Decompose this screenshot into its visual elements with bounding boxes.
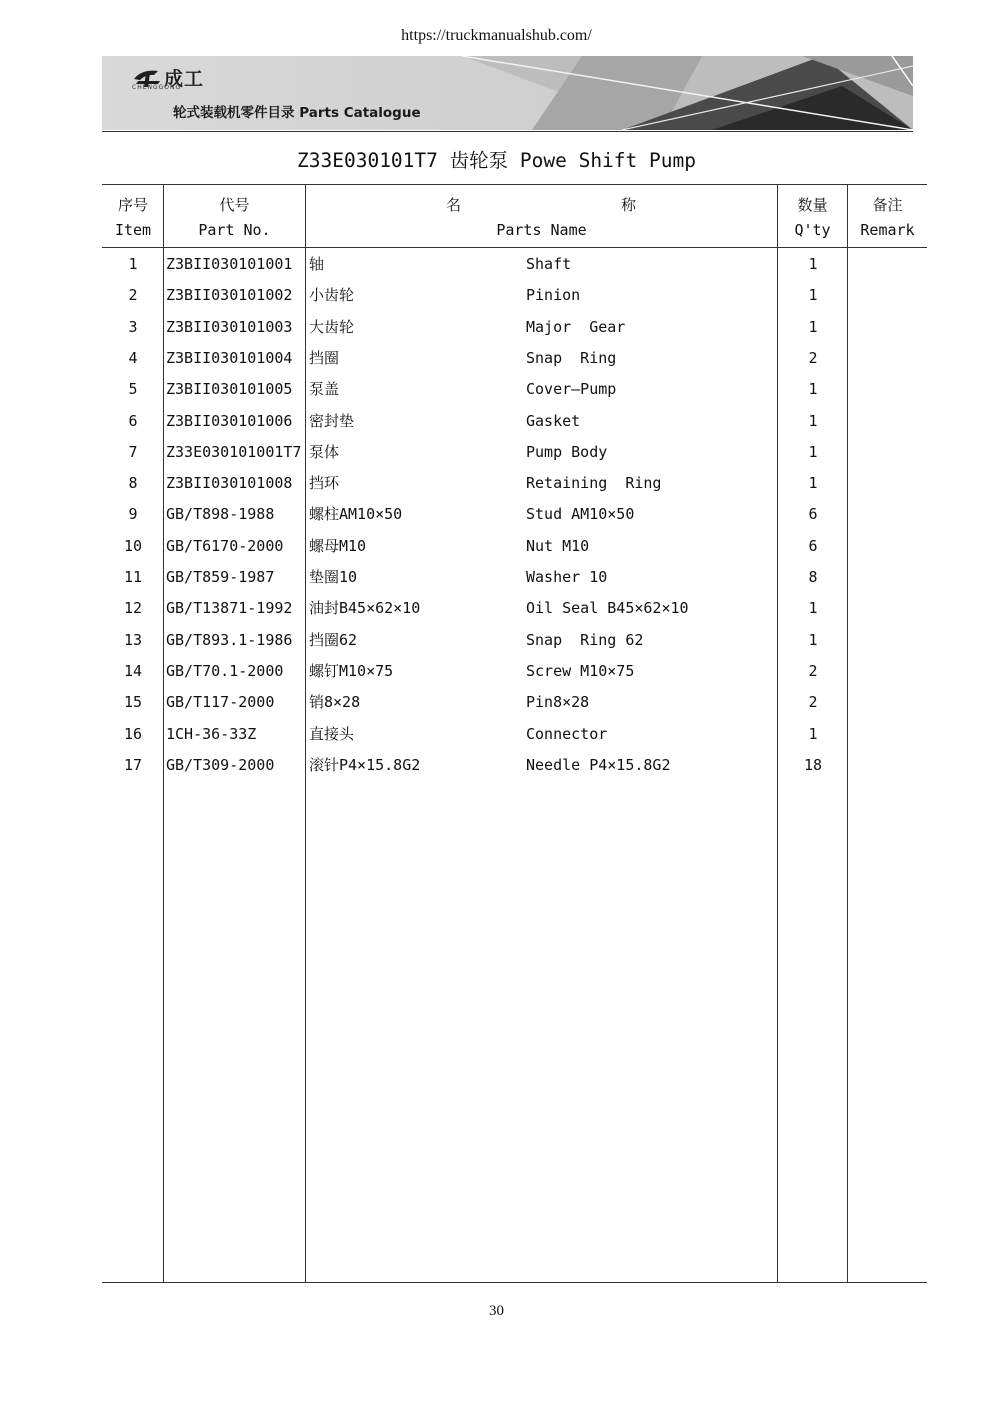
row-item: 12	[123, 599, 143, 617]
header-name-en: Parts Name	[496, 221, 587, 239]
row-qty: 6	[808, 505, 818, 523]
row-name-en: Retaining Ring	[526, 474, 662, 492]
row-name-cn: 挡圈	[309, 349, 340, 367]
catalogue-banner	[102, 56, 913, 130]
row-name-cn: 密封垫	[309, 412, 355, 430]
row-qty: 2	[808, 349, 818, 367]
row-part-no: GB/T117-2000	[166, 693, 275, 711]
row-item: 15	[123, 693, 143, 711]
row-qty: 2	[808, 693, 818, 711]
table-bottom-border	[102, 1282, 927, 1283]
header-qty-cn: 数量	[797, 196, 828, 214]
catalogue-label: 轮式装载机零件目录 Parts Catalogue	[173, 105, 421, 121]
row-name-en: Pump Body	[526, 443, 608, 461]
row-qty: 1	[808, 318, 818, 336]
row-item: 17	[123, 756, 143, 774]
row-qty: 1	[808, 725, 818, 743]
header-remark-cn: 备注	[872, 196, 903, 214]
row-name-cn: 挡圈62	[309, 631, 358, 649]
table-top-border	[102, 184, 927, 185]
row-part-no: GB/T859-1987	[166, 568, 275, 586]
row-item: 9	[128, 505, 138, 523]
row-name-en: Pin8×28	[526, 693, 590, 711]
row-part-no: Z3BII030101006	[166, 412, 293, 430]
row-name-cn: 大齿轮	[309, 318, 355, 336]
row-qty: 6	[808, 537, 818, 555]
row-part-no: Z33E030101001T7	[166, 443, 302, 461]
row-name-en: Needle P4×15.8G2	[526, 756, 671, 774]
row-item: 16	[123, 725, 143, 743]
row-name-en: Cover—Pump	[526, 380, 617, 398]
row-qty: 1	[808, 599, 818, 617]
row-name-en: Connector	[526, 725, 608, 743]
row-name-en: Nut M10	[526, 537, 590, 555]
row-item: 2	[128, 286, 138, 304]
header-item	[102, 193, 164, 243]
column-divider	[305, 184, 306, 1283]
row-name-en: Washer 10	[526, 568, 608, 586]
row-name-en: Gasket	[526, 412, 581, 430]
row-item: 13	[123, 631, 143, 649]
row-qty: 1	[808, 380, 818, 398]
row-part-no: Z3BII030101008	[166, 474, 293, 492]
row-qty: 8	[808, 568, 818, 586]
row-part-no: 1CH-36-33Z	[166, 725, 257, 743]
column-divider	[847, 184, 848, 1283]
row-item: 6	[128, 412, 138, 430]
row-name-en: Screw M10×75	[526, 662, 635, 680]
row-qty: 2	[808, 662, 818, 680]
row-name-en: Oil Seal B45×62×10	[526, 599, 689, 617]
row-qty: 1	[808, 474, 818, 492]
row-part-no: GB/T13871-1992	[166, 599, 293, 617]
header-qty-en: Q'ty	[794, 221, 831, 239]
table-header-border	[102, 247, 927, 248]
row-name-en: Snap Ring 62	[526, 631, 644, 649]
row-part-no: Z3BII030101003	[166, 318, 293, 336]
row-item: 1	[128, 255, 138, 273]
row-name-cn: 销8×28	[309, 693, 361, 711]
row-name-en: Stud AM10×50	[526, 505, 635, 523]
header-item-cn: 序号	[117, 196, 148, 214]
logo-text: 成工	[164, 68, 205, 90]
row-name-en: Major Gear	[526, 318, 626, 336]
row-part-no: Z3BII030101004	[166, 349, 293, 367]
row-name-cn: 泵体	[309, 443, 340, 461]
header-part-cn: 代号	[219, 196, 250, 214]
row-name-cn: 滚针P4×15.8G2	[309, 756, 421, 774]
row-item: 11	[123, 568, 143, 586]
header-part-no	[164, 193, 305, 243]
row-part-no: Z3BII030101005	[166, 380, 293, 398]
row-part-no: GB/T70.1-2000	[166, 662, 284, 680]
row-item: 4	[128, 349, 138, 367]
row-name-cn: 螺柱AM10×50	[309, 505, 403, 523]
source-url[interactable]: https://truckmanualshub.com/	[401, 27, 592, 44]
row-qty: 18	[803, 756, 823, 774]
row-part-no: GB/T893.1-1986	[166, 631, 293, 649]
row-name-cn: 螺钉M10×75	[309, 662, 394, 680]
row-name-cn: 挡环	[309, 474, 340, 492]
page-number: 30	[489, 1303, 504, 1319]
header-name-cn-2: 称	[621, 196, 637, 214]
row-name-en: Pinion	[526, 286, 581, 304]
row-qty: 1	[808, 286, 818, 304]
row-qty: 1	[808, 255, 818, 273]
row-part-no: Z3BII030101001	[166, 255, 293, 273]
row-name-cn: 直接头	[309, 725, 355, 743]
logo-subtext: CHENGGONG	[132, 84, 182, 91]
header-remark	[848, 193, 927, 243]
row-item: 3	[128, 318, 138, 336]
banner-rule	[102, 131, 913, 132]
row-qty: 1	[808, 412, 818, 430]
column-divider	[777, 184, 778, 1283]
row-item: 10	[123, 537, 143, 555]
header-item-en: Item	[114, 221, 152, 239]
row-name-en: Snap Ring	[526, 349, 617, 367]
header-part-en: Part No.	[198, 221, 271, 239]
row-item: 7	[128, 443, 138, 461]
header-name-cn-1: 名	[446, 196, 462, 214]
row-name-cn: 螺母M10	[309, 537, 367, 555]
row-name-en: Shaft	[526, 255, 572, 273]
row-item: 5	[128, 380, 138, 398]
header-remark-en: Remark	[860, 221, 915, 239]
row-item: 14	[123, 662, 143, 680]
page-title: Z33E030101T7 齿轮泵 Powe Shift Pump	[297, 149, 696, 172]
row-name-cn: 垫圈10	[309, 568, 358, 586]
row-name-cn: 泵盖	[309, 380, 340, 398]
row-part-no: GB/T309-2000	[166, 756, 275, 774]
row-part-no: GB/T898-1988	[166, 505, 275, 523]
row-part-no: Z3BII030101002	[166, 286, 293, 304]
row-name-cn: 轴	[309, 255, 325, 273]
row-qty: 1	[808, 443, 818, 461]
header-parts-name	[306, 193, 777, 243]
row-qty: 1	[808, 631, 818, 649]
row-part-no: GB/T6170-2000	[166, 537, 284, 555]
row-name-cn: 油封B45×62×10	[309, 599, 421, 617]
row-item: 8	[128, 474, 138, 492]
header-qty	[778, 193, 847, 243]
row-name-cn: 小齿轮	[309, 286, 355, 304]
